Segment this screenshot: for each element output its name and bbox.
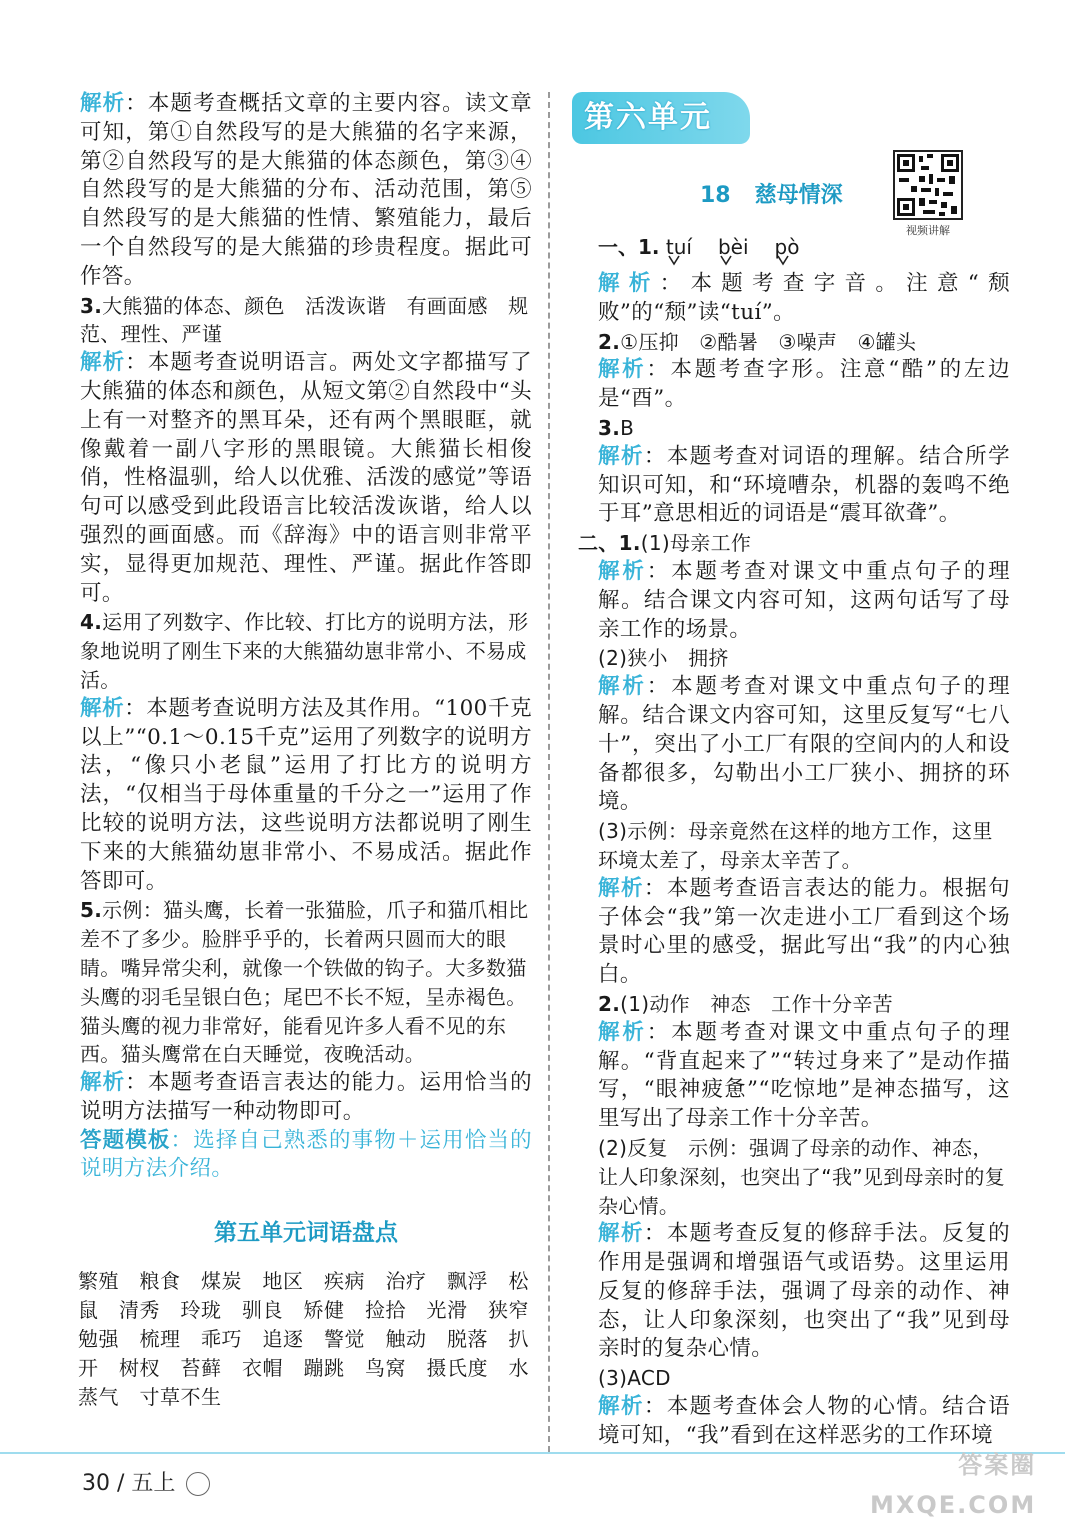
watermark bbox=[870, 1445, 1036, 1525]
pinyin-text: bèi bbox=[717, 235, 749, 259]
analysis-paragraph bbox=[598, 558, 1010, 644]
analysis-text: ：本题考查字音。注意“颓败”的“颓”读“tuí”。 bbox=[598, 271, 1010, 325]
analysis-label: 解析 bbox=[598, 271, 660, 296]
question-number: 2. bbox=[598, 329, 621, 354]
answer-text: 示例：猫头鹰，长着一张猫脸，爪子和猫爪相比差不了多少。脸胖乎乎的，长着两只圆而大的眼睛。嘴异常尖利，就像一个铁做的钩子。大多数猫头鹰的羽毛呈银白色；尾巴不长不短，呈赤褐色。猫头鹰的视力非常好，能看见许多人看不见的东西。猫头鹰常在白天睡觉，夜晚活动。 bbox=[80, 898, 529, 1067]
answer-line bbox=[598, 1364, 1010, 1393]
analysis-text: ：本题考查说明方法及其作用。“100千克以上”“0.1～0.15千克”运用了列数字的说明方法，“像只小老鼠”运用了打比方的说明方法，“仅相当于母体重量的千分之一”运用了作比较的说明方法，这些说明方法都说明了刚生下来的大熊猫幼崽非常小、不易成活。据此作答即可。 bbox=[80, 695, 532, 894]
analysis-label: 解析 bbox=[80, 695, 125, 721]
lesson-title: 慈母情深 bbox=[754, 183, 843, 208]
answer-line bbox=[80, 896, 532, 1069]
analysis-label: 解析 bbox=[80, 1070, 126, 1096]
qr-caption: 视频讲解 bbox=[906, 224, 950, 237]
analysis-paragraph bbox=[598, 270, 1010, 328]
answer-line bbox=[598, 817, 1010, 875]
answer-text: (3)示例：母亲竟然在这样的地方工作，这里环境太差了，母亲太辛苦了。 bbox=[598, 819, 993, 872]
answer-text: B bbox=[620, 415, 635, 440]
answer-line bbox=[598, 328, 1010, 357]
answer-line bbox=[598, 1134, 1010, 1220]
question-number: 3. bbox=[598, 415, 621, 440]
answer-text: (2)反复 示例：强调了母亲的动作、神态，让人印象深刻，也突出了“我”见到母亲时的复杂心情。 bbox=[598, 1135, 1006, 1218]
analysis-label: 解析 bbox=[598, 443, 644, 469]
section-label: 二、 bbox=[578, 531, 619, 556]
analysis-paragraph bbox=[80, 90, 532, 292]
analysis-text: ：本题考查对词语的理解。结合所学知识可知，和“环境嘈杂，机器的轰鸣不绝于耳”意思相近的词语是“震耳欲聋”。 bbox=[598, 443, 1010, 527]
page-number: 30 bbox=[82, 1471, 110, 1496]
analysis-paragraph bbox=[598, 1019, 1010, 1134]
answer-line bbox=[598, 990, 1010, 1019]
analysis-label: 解析 bbox=[598, 875, 644, 901]
analysis-label: 解析 bbox=[598, 1221, 644, 1247]
question-number: 1. bbox=[638, 235, 660, 259]
analysis-text: ：本题考查字形。注意“酷”的左边是“酉”。 bbox=[598, 357, 1010, 412]
analysis-text: ：本题考查对课文中重点句子的理解。结合课文内容可知，这两句话写了母亲工作的场景。 bbox=[598, 558, 1010, 642]
check-mark-icon bbox=[668, 254, 680, 266]
unit-title: 第六单元 bbox=[584, 100, 712, 135]
analysis-label: 解析 bbox=[598, 558, 647, 584]
analysis-label: 解析 bbox=[80, 91, 126, 116]
answer-text: (1)动作 神态 工作十分辛苦 bbox=[620, 991, 893, 1016]
lesson-heading bbox=[700, 178, 843, 209]
check-mark-icon bbox=[720, 254, 732, 266]
answer-text: 大熊猫的体态、颜色 活泼诙谐 有画面感 规范、理性、严谨 bbox=[80, 293, 529, 347]
analysis-paragraph bbox=[80, 349, 532, 608]
answer-text: 运用了列数字、作比较、打比方的说明方法，形象地说明了刚生下来的大熊猫幼崽非常小、不易成活。 bbox=[80, 610, 529, 692]
analysis-label: 解析 bbox=[598, 357, 647, 383]
answer-template bbox=[80, 1127, 532, 1185]
analysis-paragraph bbox=[598, 356, 1010, 414]
answer-line bbox=[598, 644, 1010, 673]
question-number: 5. bbox=[80, 898, 103, 923]
answer-line bbox=[80, 292, 532, 350]
analysis-text: ：本题考查概括文章的主要内容。读文章可知，第①自然段写的是大熊猫的名字来源，第②自然段写的是大熊猫的体态颜色，第③④自然段写的是大熊猫的分布、活动范围，第⑤自然段写的是大熊猫的性情、繁殖能力，最后一个自然段写的是大熊猫的珍贵程度。据此可作答。 bbox=[80, 91, 532, 289]
page-separator: / bbox=[117, 1471, 125, 1496]
analysis-label: 解析 bbox=[598, 1019, 647, 1045]
analysis-text: ：本题考查语言表达的能力。运用恰当的说明方法描写一种动物即可。 bbox=[80, 1070, 532, 1124]
right-column bbox=[578, 232, 1010, 1451]
analysis-paragraph bbox=[598, 875, 1010, 990]
answer-line bbox=[598, 414, 1010, 443]
pinyin-item bbox=[718, 232, 749, 262]
question-number: 4. bbox=[80, 610, 103, 635]
grade-label: 五上 bbox=[131, 1471, 176, 1496]
analysis-label: 解析 bbox=[598, 674, 647, 700]
answer-text: (3)ACD bbox=[598, 1366, 671, 1391]
question-number: 3. bbox=[80, 293, 103, 318]
answer-line bbox=[80, 608, 532, 694]
analysis-text: ：本题考查说明语言。两处文字都描写了大熊猫的体态和颜色，从短文第②自然段中“头上有一对整齐的黑耳朵，还有两个黑眼眶，就像戴着一副八字形的黑眼镜。大熊猫长相俊俏，性格温驯，给人以优雅、活泼的感觉”等语句可以感受到此段语言比较活泼诙谐，给人以强烈的画面感。而《辞海》中的语言则非常平实，显得更加规范、理性、严谨。据此作答即可。 bbox=[80, 350, 532, 606]
seal-icon bbox=[186, 1472, 210, 1496]
section-one-label: 一、 bbox=[598, 235, 638, 259]
analysis-label: 解析 bbox=[598, 1394, 644, 1420]
analysis-text: ：选择自己熟悉的事物＋运用恰当的说明方法介绍。 bbox=[80, 1127, 532, 1182]
pinyin-answer bbox=[598, 232, 1010, 270]
analysis-paragraph bbox=[598, 1393, 1010, 1451]
footer bbox=[82, 1466, 210, 1497]
answer-line bbox=[578, 529, 1010, 558]
lesson-number: 18 bbox=[700, 183, 731, 208]
answer-text: (2)狭小 拥挤 bbox=[598, 646, 729, 671]
left-column bbox=[78, 90, 550, 1412]
analysis-text: ：本题考查体会人物的心情。结合语境可知，“我”看到在这样恶劣的工作环境 bbox=[598, 1394, 1010, 1448]
analysis-text: ：本题考查反复的修辞手法。反复的作用是强调和增强语气或语势。这里运用反复的修辞手法，强调了母亲的动作、神态，让人印象深刻，也突出了“我”见到母亲时的复杂心情。 bbox=[598, 1221, 1010, 1362]
pinyin-item bbox=[666, 232, 692, 262]
pinyin-text: pò bbox=[774, 235, 800, 259]
analysis-text: ：本题考查语言表达的能力。根据句子体会“我”第一次走进小工厂看到这个场景时心里的感受，据此写出“我”的内心独白。 bbox=[598, 875, 1010, 988]
analysis-paragraph bbox=[80, 695, 532, 897]
analysis-paragraph bbox=[598, 673, 1010, 817]
analysis-label: 答题模板 bbox=[80, 1127, 171, 1153]
watermark-line2: MXQE.COM bbox=[870, 1491, 1037, 1519]
pinyin-text: tuí bbox=[665, 235, 692, 259]
pinyin-item bbox=[775, 232, 800, 262]
watermark-line1: 答案圈 bbox=[958, 1451, 1037, 1479]
vocab-section-title: 第五单元词语盘点 bbox=[214, 1220, 398, 1247]
answer-text: (1)母亲工作 bbox=[640, 531, 752, 556]
analysis-paragraph bbox=[80, 1069, 532, 1127]
question-number: 1. bbox=[618, 531, 641, 556]
analysis-label: 解析 bbox=[80, 350, 126, 376]
check-mark-icon bbox=[777, 254, 789, 266]
analysis-paragraph bbox=[598, 1220, 1010, 1364]
column-divider bbox=[548, 92, 550, 1452]
analysis-paragraph bbox=[598, 443, 1010, 529]
answer-text: ①压抑 ②酷暑 ③噪声 ④罐头 bbox=[620, 329, 917, 354]
qr-code-icon[interactable] bbox=[893, 150, 963, 220]
analysis-text: ：本题考查对课文中重点句子的理解。“背直起来了”“转过身来了”是动作描写，“眼神疲惫”“吃惊地”是神态描写，这里写出了母亲工作十分辛苦。 bbox=[598, 1019, 1010, 1132]
analysis-text: ：本题考查对课文中重点句子的理解。结合课文内容可知，这里反复写“七八十”，突出了小工厂有限的空间内的人和设备都很多，勾勒出小工厂狭小、拥挤的环境。 bbox=[598, 674, 1010, 815]
vocab-list: 繁殖 粮食 煤炭 地区 疾病 治疗 飘浮 松鼠 清秀 玲珑 驯良 矫健 捡拾 光滑 狭窄 勉强 梳理 乖巧 追逐 警觉 触动 脱落 扒开 树杈 苔藓 衣帽 蹦跳 鸟窝 摄氏度 水蒸气 寸草不生 bbox=[78, 1269, 550, 1410]
unit-banner bbox=[572, 92, 750, 144]
question-number: 2. bbox=[598, 991, 621, 1016]
